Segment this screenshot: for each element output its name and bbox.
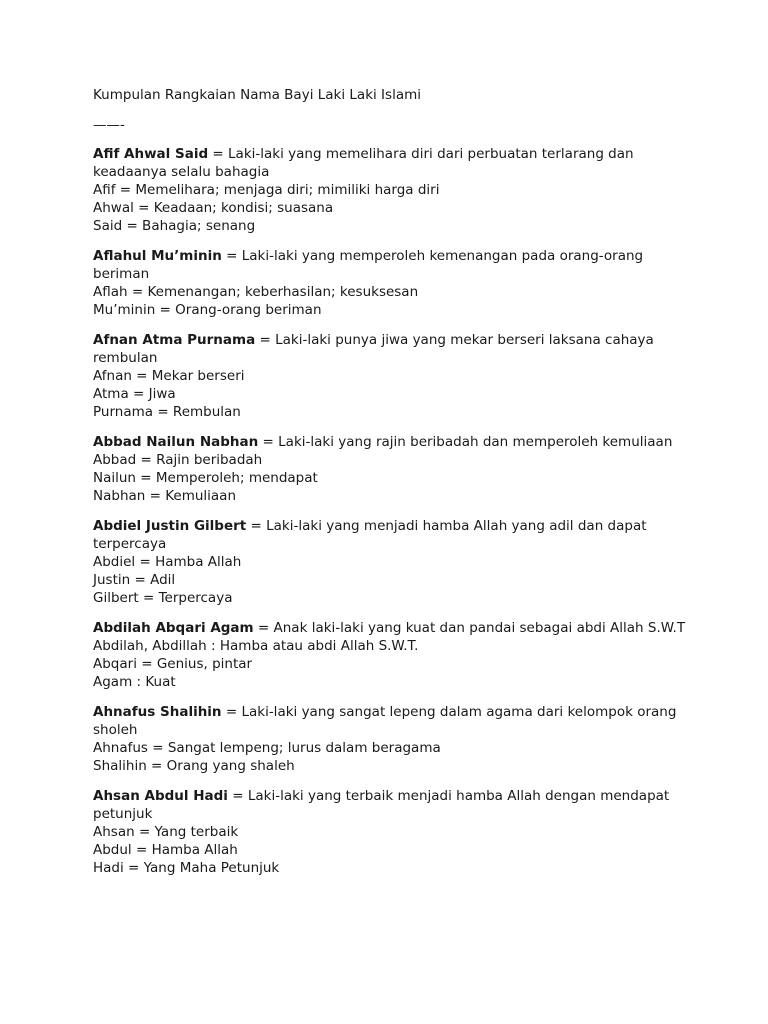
entry-meaning: Anak laki-laki yang kuat dan pandai sebagai abdi Allah S.W.T <box>273 620 686 636</box>
entry-meaning: Laki-laki yang rajin beribadah dan memperoleh kemuliaan <box>278 434 673 450</box>
entry-heading <box>93 703 693 739</box>
entry-part-line: Abdiel = Hamba Allah <box>93 554 242 570</box>
entry-parts <box>93 283 693 319</box>
name-entry <box>93 145 693 235</box>
entry-part-line: Abbad = Rajin beribadah <box>93 452 263 468</box>
entry-part-line: Abdilah, Abdillah : Hamba atau abdi Allah S.W.T. <box>93 638 419 654</box>
entry-part-line: Mu’minin = Orang-orang beriman <box>93 302 322 318</box>
entry-name: Afnan Atma Purnama <box>93 332 256 348</box>
entry-meaning: Laki-laki yang memelihara diri dari perbuatan terlarang dan keadaanya selalu bahagia <box>93 146 634 180</box>
entry-heading <box>93 331 693 367</box>
entry-parts <box>93 367 693 421</box>
entry-name: Ahnafus Shalihin <box>93 704 222 720</box>
entry-part-line: Purnama = Rembulan <box>93 404 241 420</box>
entry-heading <box>93 619 693 637</box>
name-entries-list <box>93 145 693 877</box>
entry-meaning: Laki-laki punya jiwa yang mekar berseri laksana cahaya rembulan <box>93 332 654 366</box>
entry-heading <box>93 433 693 451</box>
entry-part-line: Gilbert = Terpercaya <box>93 590 233 606</box>
name-entry <box>93 331 693 421</box>
entry-parts <box>93 181 693 235</box>
entry-meaning: Laki-laki yang memperoleh kemenangan pada orang-orang beriman <box>93 248 644 282</box>
entry-part-line: Aflah = Kemenangan; keberhasilan; kesuksesan <box>93 284 419 300</box>
title-separator: ——- <box>93 117 125 133</box>
name-entry <box>93 619 693 691</box>
entry-equals-sign: = <box>227 788 248 804</box>
entry-equals-sign: = <box>208 146 229 162</box>
entry-equals-sign: = <box>221 248 242 264</box>
entry-parts <box>93 553 693 607</box>
entry-equals-sign: = <box>255 332 276 348</box>
entry-heading <box>93 247 693 283</box>
entry-meaning: Laki-laki yang sangat lepeng dalam agama dari kelompok orang sholeh <box>93 704 677 738</box>
entry-meaning: Laki-laki yang terbaik menjadi hamba Allah dengan mendapat petunjuk <box>93 788 670 822</box>
entry-part-line: Atma = Jiwa <box>93 386 176 402</box>
name-entry <box>93 703 693 775</box>
entry-parts <box>93 637 693 691</box>
name-entry <box>93 247 693 319</box>
entry-name: Aflahul Mu’minin <box>93 248 222 264</box>
entry-part-line: Abqari = Genius, pintar <box>93 656 253 672</box>
name-entry <box>93 787 693 877</box>
entry-part-line: Nabhan = Kemuliaan <box>93 488 237 504</box>
entry-part-line: Agam : Kuat <box>93 674 176 690</box>
entry-equals-sign: = <box>246 518 267 534</box>
entry-name: Abdiel Justin Gilbert <box>93 518 247 534</box>
entry-parts <box>93 823 693 877</box>
document-title: Kumpulan Rangkaian Nama Bayi Laki Laki Islami <box>93 87 421 103</box>
entry-equals-sign: = <box>221 704 242 720</box>
name-entry <box>93 433 693 505</box>
entry-part-line: Afnan = Mekar berseri <box>93 368 245 384</box>
entry-part-line: Hadi = Yang Maha Petunjuk <box>93 860 280 876</box>
entry-name: Ahsan Abdul Hadi <box>93 788 228 804</box>
entry-part-line: Shalihin = Orang yang shaleh <box>93 758 295 774</box>
entry-parts <box>93 739 693 775</box>
name-entry <box>93 517 693 607</box>
entry-equals-sign: = <box>258 434 279 450</box>
entry-equals-sign: = <box>253 620 274 636</box>
entry-part-line: Nailun = Memperoleh; mendapat <box>93 470 318 486</box>
entry-part-line: Justin = Adil <box>93 572 176 588</box>
entry-part-line: Ahnafus = Sangat lempeng; lurus dalam beragama <box>93 740 441 756</box>
entry-meaning: Laki-laki yang menjadi hamba Allah yang adil dan dapat terpercaya <box>93 518 647 552</box>
entry-heading <box>93 517 693 553</box>
entry-name: Afif Ahwal Said <box>93 146 209 162</box>
document-body <box>93 86 693 889</box>
entry-parts <box>93 451 693 505</box>
entry-heading <box>93 145 693 181</box>
entry-heading <box>93 787 693 823</box>
entry-part-line: Afif = Memelihara; menjaga diri; mimiliki harga diri <box>93 182 440 198</box>
entry-part-line: Said = Bahagia; senang <box>93 218 256 234</box>
entry-part-line: Abdul = Hamba Allah <box>93 842 238 858</box>
entry-part-line: Ahsan = Yang terbaik <box>93 824 239 840</box>
entry-part-line: Ahwal = Keadaan; kondisi; suasana <box>93 200 334 216</box>
entry-name: Abbad Nailun Nabhan <box>93 434 259 450</box>
entry-name: Abdilah Abqari Agam <box>93 620 254 636</box>
